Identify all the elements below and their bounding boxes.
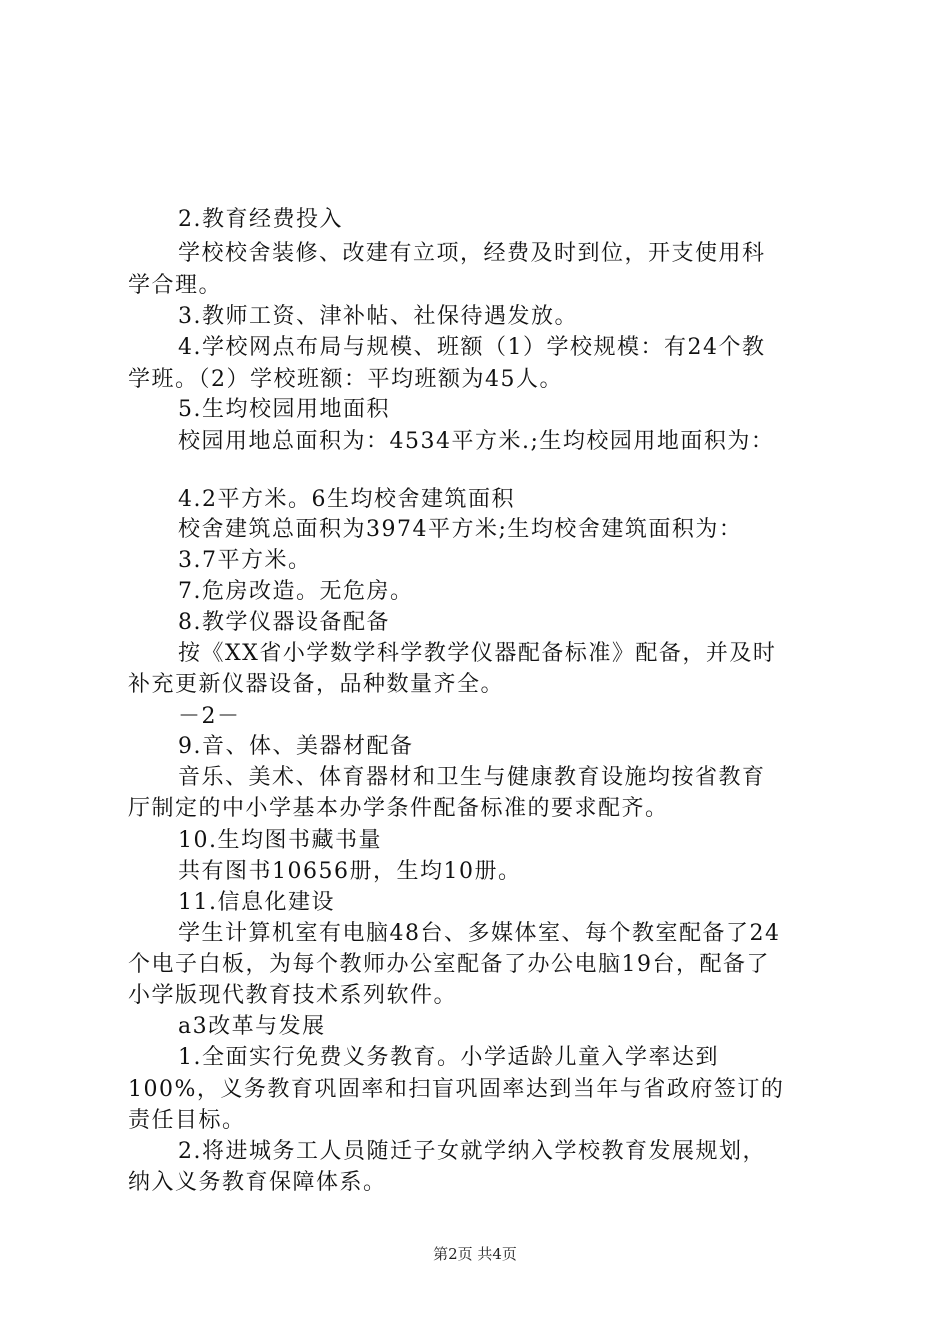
paragraph-line: 按《XX省小学数学科学教学仪器配备标准》配备，并及时 (178, 641, 777, 666)
paragraph-line: 补充更新仪器设备，品种数量齐全。 (128, 672, 505, 697)
heading-reform: a3改革与发展 (178, 1014, 326, 1039)
heading-education-funding: 2.教育经费投入 (178, 207, 343, 232)
paragraph-line: 个电子白板，为每个教师办公室配备了办公电脑19台，配备了 (128, 952, 770, 977)
paragraph-line: 校舍建筑总面积为3974平方米;生均校舍建筑面积为： (178, 517, 743, 542)
paragraph-line: 校园用地总面积为：4534平方米.;生均校园用地面积为： (178, 429, 775, 454)
paragraph-line: 学生计算机室有电脑48台、多媒体室、每个教室配备了24 (178, 921, 781, 946)
paragraph-line: 纳入义务教育保障体系。 (128, 1170, 387, 1195)
paragraph-line: 共有图书10656册，生均10册。 (178, 859, 522, 884)
paragraph-line: 音乐、美术、体育器材和卫生与健康教育设施均按省教育 (178, 765, 766, 790)
paragraph-line: 学班。（2）学校班额：平均班额为45人。 (128, 367, 563, 392)
paragraph-line: 100%，义务教育巩固率和扫盲巩固率达到当年与省政府签订的 (128, 1077, 785, 1102)
paragraph-line: 学校校舍装修、改建有立项，经费及时到位，开支使用科 (178, 241, 766, 266)
paragraph-line: 7.危房改造。无危房。 (178, 579, 414, 604)
paragraph-line: 责任目标。 (128, 1108, 246, 1133)
paragraph-line: 小学版现代教育技术系列软件。 (128, 983, 458, 1008)
paragraph-line: 1.全面实行免费义务教育。小学适龄儿童入学率达到 (178, 1045, 719, 1070)
page-footer: 第2页 共4页 (433, 1245, 517, 1263)
heading-library: 10.生均图书藏书量 (178, 828, 382, 853)
heading-campus-area: 5.生均校园用地面积 (178, 397, 390, 422)
heading-it-construction: 11.信息化建设 (178, 890, 335, 915)
paragraph-line: 4.学校网点布局与规模、班额（1）学校规模：有24个教 (178, 335, 766, 360)
heading-equipment: 8.教学仪器设备配备 (178, 610, 390, 635)
paragraph-line: 学合理。 (128, 273, 223, 298)
paragraph-line: 厅制定的中小学基本办学条件配备标准的要求配齐。 (128, 796, 669, 821)
paragraph-line: 3.7平方米。 (178, 548, 312, 573)
paragraph-line: 3.教师工资、津补帖、社保待遇发放。 (178, 304, 578, 329)
inline-page-number: －2－ (178, 704, 241, 729)
paragraph-line: 2.将进城务工人员随迁子女就学纳入学校教育发展规划， (178, 1139, 766, 1164)
heading-arts-equipment: 9.音、体、美器材配备 (178, 734, 414, 759)
paragraph-line: 4.2平方米。6生均校舍建筑面积 (178, 487, 515, 512)
